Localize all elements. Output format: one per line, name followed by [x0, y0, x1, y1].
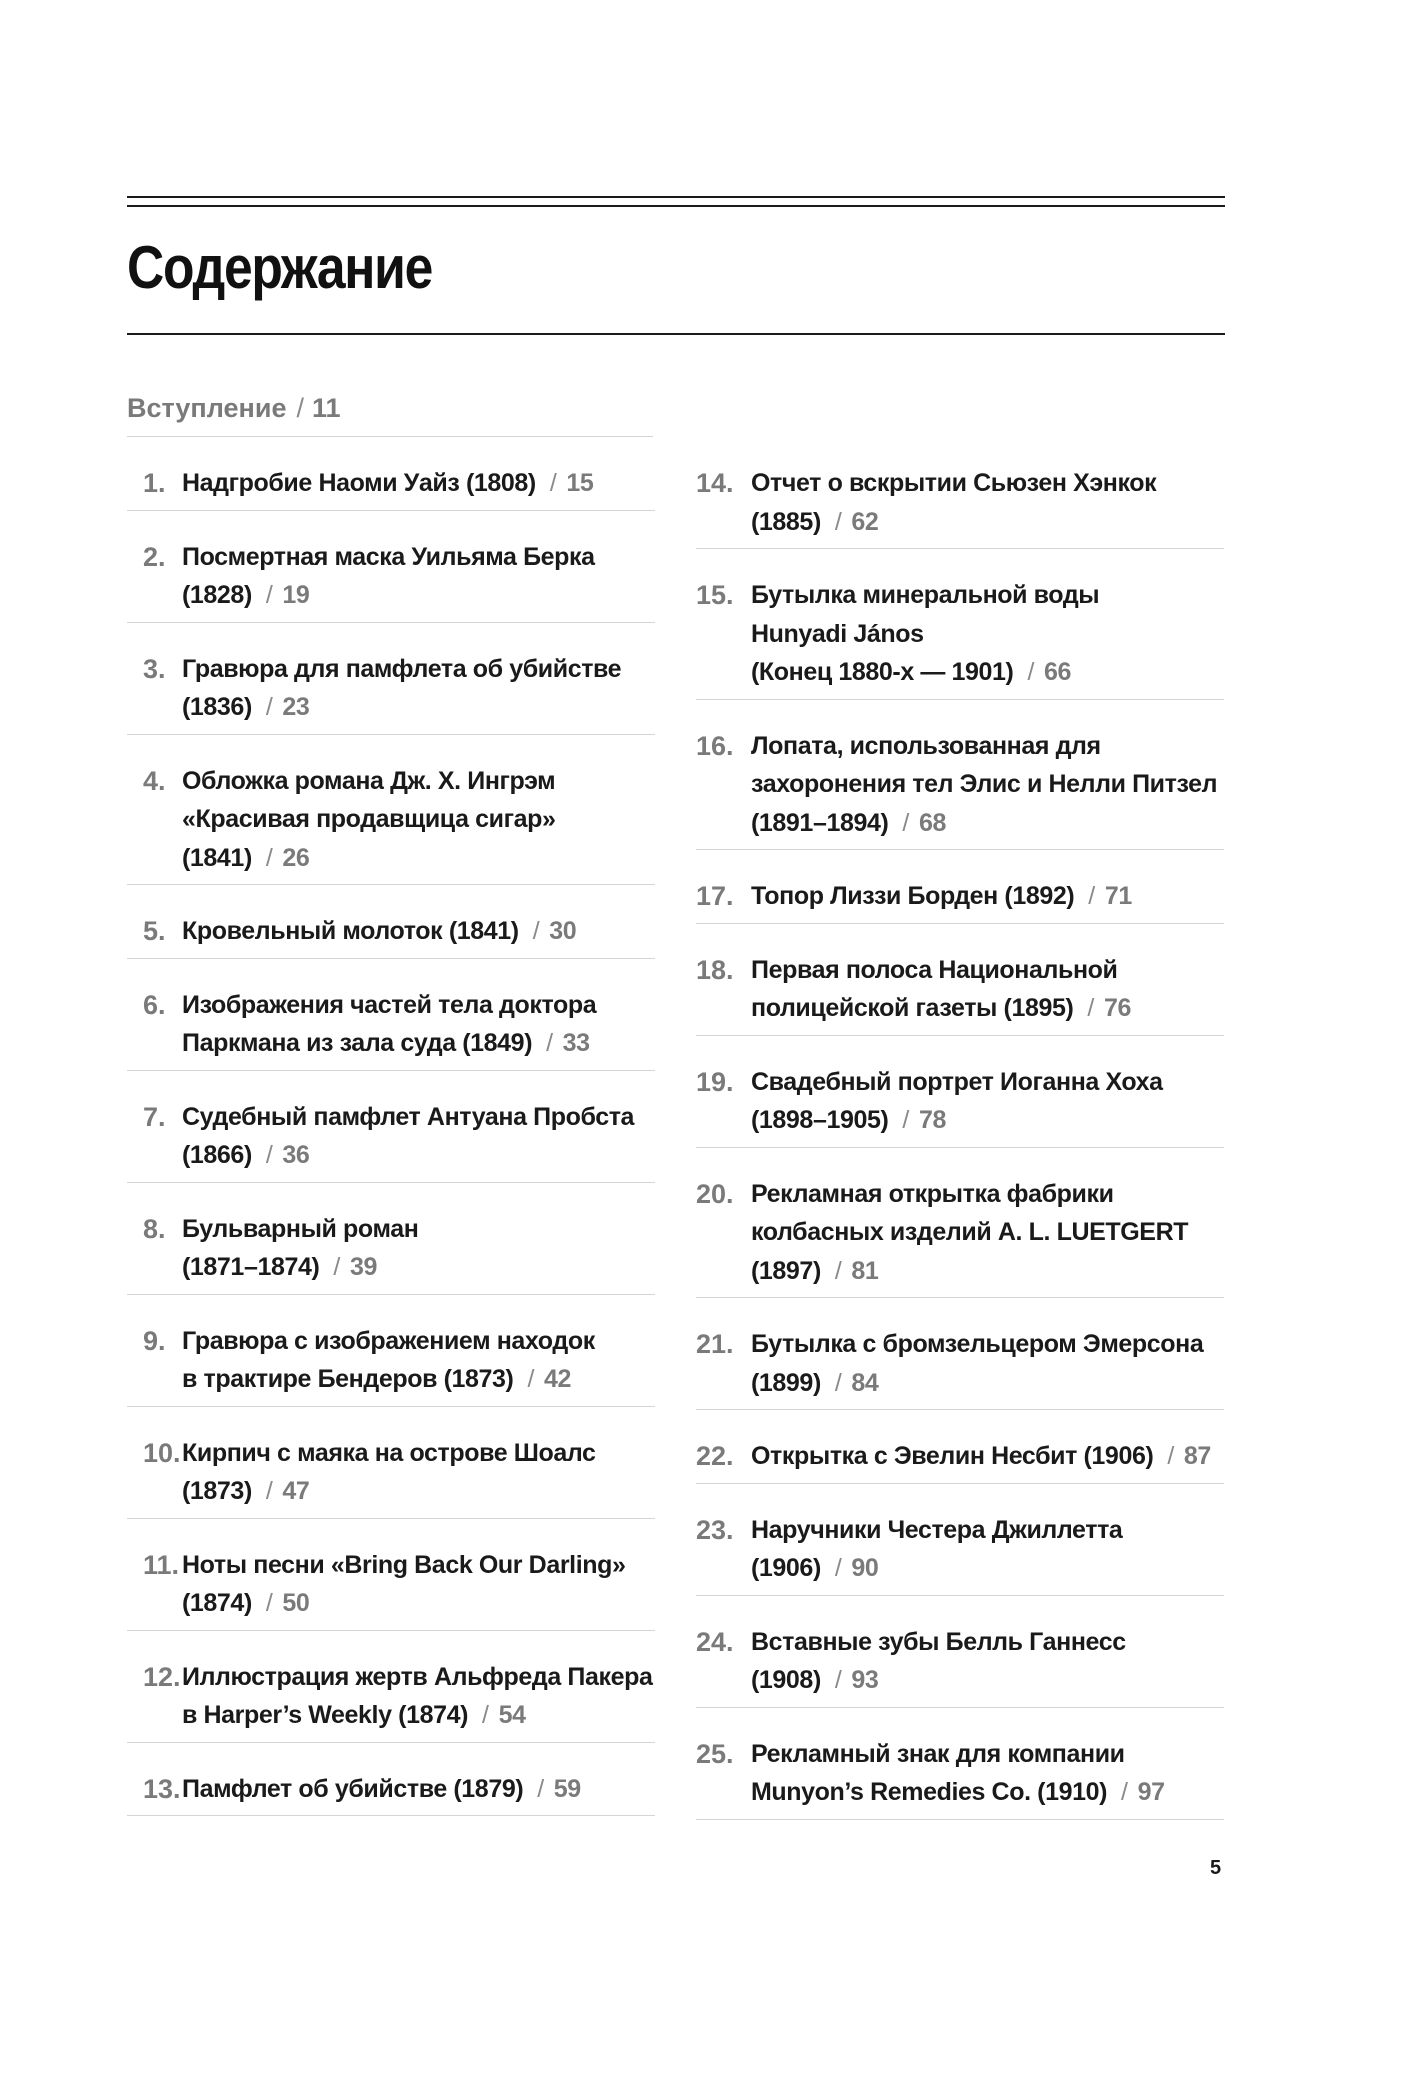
toc-entry-title-line: [751, 1549, 1224, 1588]
toc-entry-separator: /: [537, 1774, 544, 1803]
toc-entry[interactable]: [127, 885, 655, 959]
toc-entry[interactable]: [696, 1298, 1224, 1410]
toc-entry-separator: /: [902, 1106, 909, 1134]
toc-entry[interactable]: [127, 1071, 655, 1183]
toc-entry-page: 62: [851, 507, 879, 536]
toc-entry-separator: /: [549, 469, 557, 497]
toc-entry-title-line: Отчет о вскрытии Сьюзен Хэнкок: [751, 469, 1157, 497]
toc-entry-title: [182, 912, 655, 951]
toc-entry-page: 23: [282, 693, 310, 721]
toc-entry-title-text: (1866): [182, 1141, 252, 1169]
toc-entry-page: 36: [282, 1141, 310, 1169]
toc-entry-title: [182, 538, 655, 615]
toc-entry-number: 4.: [143, 765, 166, 796]
toc-entry-title-text: (1898–1905): [751, 1106, 889, 1134]
toc-entry-title-text: (Конец 1880-х — 1901): [751, 658, 1014, 686]
toc-entry-separator: /: [834, 1256, 842, 1285]
toc-entry-title-line: Гравюра для памфлета об убийстве: [182, 654, 622, 683]
toc-entry-page: 15: [566, 469, 594, 497]
toc-entry-title-line: Hunyadi János: [751, 619, 924, 648]
toc-entry-number: 1.: [143, 468, 166, 498]
toc-entry-separator: /: [546, 1029, 553, 1057]
toc-entry-title-line: [751, 1773, 1224, 1812]
toc-entry-separator: /: [1088, 882, 1095, 910]
toc-entry-title: [182, 650, 655, 727]
toc-entry-title: [751, 877, 1224, 916]
toc-entry[interactable]: [696, 850, 1224, 924]
toc-entry-number: 16.: [696, 730, 734, 761]
toc-entry-number: 10.: [143, 1437, 181, 1468]
toc-entry-title: [751, 1735, 1224, 1812]
toc-entry-separator: /: [902, 808, 909, 837]
toc-entry-title-text: (1873): [182, 1477, 252, 1505]
toc-entry-title-line: Ноты песни «Bring Back Our Darling»: [182, 1550, 626, 1579]
toc-entry-title-text: (1891–1894): [751, 808, 889, 837]
toc-entry-separator: /: [265, 1477, 273, 1505]
toc-entry-page: 26: [282, 843, 310, 872]
toc-entry-number: 7.: [143, 1101, 166, 1132]
toc-entry-title: [182, 1434, 655, 1511]
toc-entry-title-text: (1828): [182, 581, 252, 609]
toc-entry-title-line: [751, 804, 1224, 843]
toc-entry-title-line: «Красивая продавщица сигар»: [182, 805, 556, 833]
toc-entry-number: 21.: [696, 1329, 734, 1359]
toc-entry-page: 66: [1044, 658, 1072, 686]
toc-entry-title-line: Кирпич с маяка на острове Шоалс: [182, 1438, 596, 1467]
toc-entry-page: 54: [498, 1701, 526, 1729]
toc-entry[interactable]: [696, 1484, 1224, 1596]
toc-entry-title: [182, 1546, 655, 1623]
toc-intro-label: Вступление: [127, 393, 287, 423]
toc-entry-page: 97: [1137, 1778, 1165, 1806]
toc-entry-title-text: (1899): [751, 1368, 821, 1397]
toc-entry-title-line: [182, 1024, 655, 1063]
toc-entry-title: [182, 1210, 655, 1287]
toc-entry-title-text: в трактире Бендеров (1873): [182, 1365, 514, 1393]
toc-entry-title-line: Посмертная маска Уильяма Берка: [182, 542, 595, 571]
toc-intro-entry[interactable]: [127, 393, 653, 437]
toc-entry-title: [751, 1623, 1224, 1700]
toc-entry-title-line: [182, 1584, 655, 1623]
toc-entry-page: 47: [282, 1477, 310, 1505]
toc-entry-page: 30: [549, 917, 577, 945]
title-underline-rule: [127, 333, 1225, 335]
toc-entry-title-text: (1841): [182, 843, 252, 872]
toc-entry-title-line: [182, 464, 655, 503]
toc-entry-separator: /: [834, 1554, 842, 1582]
toc-entry[interactable]: [127, 1183, 655, 1295]
toc-entry-number: 23.: [696, 1514, 734, 1545]
toc-entry-separator: /: [834, 1368, 842, 1397]
toc-entry-title: [182, 762, 655, 878]
toc-entry-separator: /: [1027, 658, 1034, 686]
toc-entry-page: 84: [851, 1368, 879, 1397]
toc-entry-title-text: Кровельный молоток (1841): [182, 917, 519, 945]
toc-entry[interactable]: [127, 1407, 655, 1519]
page-number: 5: [1210, 1857, 1222, 1879]
toc-entry-title-line: [751, 1364, 1224, 1403]
toc-entry[interactable]: [696, 1036, 1224, 1148]
toc-entry-number: 11.: [143, 1549, 180, 1580]
toc-entry-title-line: [751, 877, 1224, 916]
toc-entry-title-text: полицейской газеты (1895): [751, 994, 1074, 1022]
toc-entry-title: [182, 1098, 655, 1175]
toc-entry-title-line: [751, 503, 1224, 542]
toc-entry-page: 39: [349, 1253, 377, 1281]
top-double-rule-lower: [127, 205, 1225, 207]
toc-entry-title-text: Открытка с Эвелин Несбит (1906): [751, 1442, 1154, 1470]
toc-entry-title-line: [751, 1252, 1224, 1291]
toc-entry-title-text: (1871–1874): [182, 1253, 320, 1281]
toc-entry-page: 19: [282, 581, 310, 609]
toc-entry-page: 90: [851, 1554, 879, 1582]
toc-entry-page: 68: [918, 808, 946, 837]
toc-entry[interactable]: [696, 1148, 1224, 1299]
toc-entry-separator: /: [1121, 1778, 1128, 1806]
toc-entry-title-line: Бутылка с бромзельцером Эмерсона: [751, 1330, 1204, 1358]
toc-entry[interactable]: [696, 1410, 1224, 1484]
toc-entry-title: [751, 1063, 1224, 1140]
toc-entry-title-text: Топор Лиззи Борден (1892): [751, 882, 1075, 910]
toc-entry-title-text: (1897): [751, 1256, 821, 1285]
toc-entry-title: [751, 1325, 1224, 1402]
toc-entry-page: 78: [918, 1106, 946, 1134]
toc-entry-title-line: [751, 1101, 1224, 1140]
toc-entry-page: 87: [1183, 1442, 1211, 1470]
toc-entry-number: 3.: [143, 653, 166, 684]
page-title: Содержание: [127, 234, 432, 301]
toc-entry-number: 25.: [696, 1738, 734, 1769]
toc-entry-title-line: Свадебный портрет Иоганна Хоха: [751, 1067, 1163, 1096]
toc-entry-title-line: [182, 1770, 655, 1809]
toc-entry-title-line: [182, 1696, 655, 1735]
toc-intro-page: 11: [311, 393, 341, 423]
toc-entry-title: [751, 1437, 1224, 1476]
toc-entry[interactable]: [127, 623, 655, 735]
toc-entry-title-line: [751, 1661, 1224, 1700]
toc-right-column: [696, 437, 1224, 1820]
toc-entry-title-line: Лопата, использованная для: [751, 731, 1101, 760]
toc-entry[interactable]: [127, 735, 655, 886]
toc-entry-number: 6.: [143, 989, 166, 1020]
toc-entry-separator: /: [265, 581, 273, 609]
toc-entry-title: [751, 464, 1224, 541]
top-double-rule-upper: [127, 196, 1225, 198]
toc-entry-page: 76: [1103, 994, 1131, 1022]
toc-entry[interactable]: [696, 1596, 1224, 1708]
toc-entry-title: [751, 576, 1224, 692]
toc-entry[interactable]: [696, 924, 1224, 1036]
toc-entry-title-line: Наручники Честера Джиллетта: [751, 1515, 1123, 1544]
toc-entry-title-text: Munyon’s Remedies Co. (1910): [751, 1778, 1108, 1806]
toc-entry-title-text: (1836): [182, 693, 252, 721]
toc-entry-title: [751, 1511, 1224, 1588]
toc-entry-title-line: Иллюстрация жертв Альфреда Пакера: [182, 1662, 653, 1691]
toc-entry-page: 33: [562, 1029, 590, 1057]
toc-entry-number: 18.: [696, 954, 734, 985]
toc-entry-page: 71: [1104, 882, 1132, 910]
toc-entry-title-line: Гравюра с изображением находок: [182, 1326, 595, 1355]
toc-entry-title-line: Судебный памфлет Антуана Пробста: [182, 1102, 635, 1131]
toc-entry-number: 22.: [696, 1441, 734, 1471]
toc-entry-title-text: (1885): [751, 507, 821, 536]
toc-entry-separator: /: [265, 1589, 273, 1617]
toc-entry-title-line: [182, 1472, 655, 1511]
toc-entry-title: [751, 951, 1224, 1028]
toc-entry-title-text: в Harper’s Weekly (1874): [182, 1701, 469, 1729]
toc-entry-title-text: Надгробие Наоми Уайз (1808): [182, 469, 536, 497]
toc-entry-page: 93: [851, 1666, 879, 1694]
toc-entry-title: [182, 1770, 655, 1809]
toc-entry-title-line: [182, 1248, 655, 1287]
toc-entry-separator: /: [265, 693, 273, 721]
toc-entry-number: 14.: [696, 468, 734, 498]
toc-entry-separator: /: [834, 1666, 842, 1694]
toc-entry-page: 81: [851, 1256, 879, 1285]
toc-entry-title-line: [182, 839, 655, 878]
toc-entry-title-line: [182, 912, 655, 951]
toc-entry-separator: /: [482, 1701, 489, 1729]
toc-entry[interactable]: [696, 700, 1224, 851]
toc-entry-title-line: [751, 1437, 1224, 1476]
toc-entry-title-line: Рекламный знак для компании: [751, 1739, 1125, 1768]
toc-entry-separator: /: [333, 1253, 340, 1281]
toc-entry-separator: /: [532, 917, 540, 945]
toc-entry[interactable]: [127, 959, 655, 1071]
toc-entry-title: [182, 1658, 655, 1735]
toc-entry-number: 12.: [143, 1661, 181, 1692]
toc-entry-title: [751, 1175, 1224, 1291]
toc-entry[interactable]: [696, 1708, 1224, 1820]
toc-entry-title-line: Изображения частей тела доктора: [182, 990, 597, 1019]
toc-entry-title-text: Паркмана из зала суда (1849): [182, 1029, 533, 1057]
toc-entry-title-line: [751, 653, 1224, 692]
toc-entry-title-line: Бульварный роман: [182, 1214, 419, 1243]
toc-entry[interactable]: [127, 511, 655, 623]
toc-entry-number: 2.: [143, 541, 166, 572]
toc-entry-title-text: (1908): [751, 1666, 821, 1694]
toc-entry-title-line: Бутылка минеральной воды: [751, 581, 1100, 609]
toc-entry-number: 24.: [696, 1626, 734, 1657]
toc-entry-title-line: захоронения тел Элис и Нелли Питзел: [751, 770, 1218, 798]
toc-entry-number: 5.: [143, 916, 166, 946]
toc-entry-title-line: [182, 576, 655, 615]
toc-entry-title-text: Памфлет об убийстве (1879): [182, 1774, 524, 1803]
toc-entry-title: [182, 464, 655, 503]
toc-entry-separator: /: [834, 507, 842, 536]
toc-entry-title-line: [182, 688, 655, 727]
toc-entry-page: 42: [544, 1365, 572, 1393]
toc-entry-title: [182, 986, 655, 1063]
toc-entry-number: 15.: [696, 580, 734, 610]
toc-entry[interactable]: [696, 549, 1224, 700]
toc-entry-title-line: колбасных изделий A. L. LUETGERT: [751, 1218, 1189, 1246]
toc-entry-number: 8.: [143, 1213, 166, 1244]
toc-entry-number: 19.: [696, 1066, 734, 1097]
toc-entry-title: [182, 1322, 655, 1399]
toc-entry-number: 9.: [143, 1325, 166, 1356]
toc-entry-title-line: Вставные зубы Белль Ганнесс: [751, 1627, 1126, 1656]
toc-entry-number: 13.: [143, 1773, 181, 1804]
toc-left-column: [127, 437, 655, 1816]
toc-entry-page: 59: [553, 1774, 581, 1803]
toc-intro-separator: /: [296, 393, 304, 423]
toc-entry-separator: /: [1167, 1442, 1174, 1470]
toc-entry-separator: /: [265, 843, 273, 872]
toc-entry-separator: /: [527, 1365, 534, 1393]
toc-entry-title-line: Рекламная открытка фабрики: [751, 1179, 1114, 1208]
toc-entry[interactable]: [127, 1743, 655, 1817]
toc-entry-title-text: (1874): [182, 1589, 252, 1617]
toc-entry-title-line: [182, 1360, 655, 1399]
toc-entry[interactable]: [127, 1631, 655, 1743]
toc-entry-separator: /: [1087, 994, 1094, 1022]
toc-entry[interactable]: [696, 437, 1224, 549]
toc-entry[interactable]: [127, 437, 655, 511]
toc-entry-title: [751, 727, 1224, 843]
toc-entry[interactable]: [127, 1295, 655, 1407]
toc-entry-title-text: (1906): [751, 1554, 821, 1582]
toc-entry-title-line: [182, 1136, 655, 1175]
toc-entry-title-line: Первая полоса Национальной: [751, 955, 1118, 984]
toc-entry-title-line: [751, 989, 1224, 1028]
toc-entry-separator: /: [265, 1141, 273, 1169]
toc-entry-page: 50: [282, 1589, 310, 1617]
toc-entry-number: 17.: [696, 881, 734, 911]
toc-entry-title-line: Обложка романа Дж. Х. Ингрэм: [182, 766, 556, 795]
toc-entry[interactable]: [127, 1519, 655, 1631]
toc-entry-number: 20.: [696, 1178, 734, 1209]
